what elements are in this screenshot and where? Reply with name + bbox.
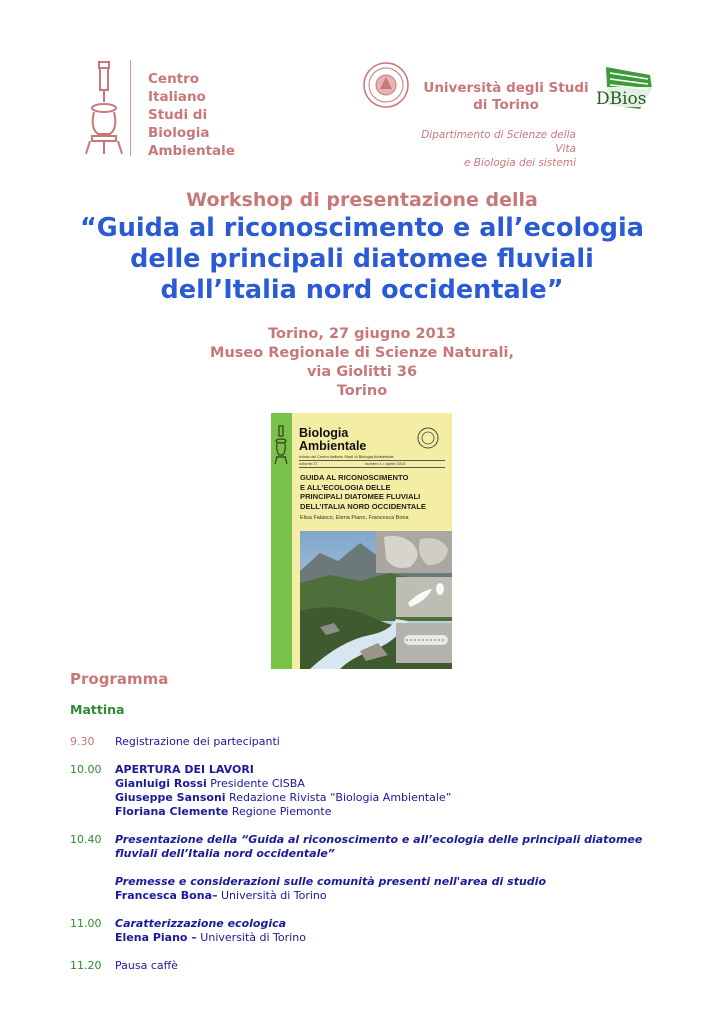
speaker-line [115,889,690,903]
cover-journal-title [299,427,366,453]
university-line: Università degli Studi [423,80,589,96]
speaker-line [115,931,690,945]
agenda-time: 10.40 [70,833,102,846]
cover-rule [299,467,445,468]
cover-volume: volume 27 [299,461,318,466]
agenda-time: 9.30 [70,735,95,748]
university-seal-icon [362,61,410,109]
agenda-content [115,833,690,903]
venue-city: Torino [336,383,388,399]
speaker-name: Francesca Bona– [115,889,218,902]
speaker-affiliation: Università di Torino [196,931,306,944]
cover-guide-line: DELL’ITALIA NORD OCCIDENTALE [300,501,426,511]
department-line: e Biologia dei sistemi [464,157,576,169]
cover-issue: numero 1 • aprile 2013 [365,461,406,466]
guide-title [0,213,724,306]
talk-title-line: Presentazione della “Guida al riconoscimento e all’ecologia delle principali diatomee [115,833,643,846]
dbios-logo-text: DBios [596,89,647,109]
agenda-list [70,735,690,973]
agenda-text: Pausa caffè [115,959,178,972]
cisba-line: Italiano [148,89,206,105]
agenda-time: 11.20 [70,959,102,972]
cisba-line: Centro [148,71,200,87]
spacer [115,861,690,875]
book-cover-image [271,413,452,669]
agenda-item [70,763,690,819]
cover-volume-row [299,461,445,466]
talk-subtitle: Premesse e considerazioni sulle comunità presenti nell'area di studio [115,875,546,888]
cover-river-photo [300,531,452,669]
talk-title-line: fluviali dell’Italia nord occidentale” [115,847,335,860]
cover-authors: Elisa Falasco, Elena Piano, Francesca Bona [300,515,409,521]
mattina-heading: Mattina [70,702,125,717]
cisba-name [148,70,235,160]
speaker-role: Regione Piemonte [228,805,332,818]
agenda-item [70,833,690,903]
agenda-item [70,959,690,973]
workshop-heading: Workshop di presentazione della [186,189,538,211]
talk-title: Caratterizzazione ecologica [115,917,287,930]
agenda-content [115,959,690,973]
agenda-item [70,917,690,945]
agenda-content [115,763,690,819]
speaker-name: Elena Piano – [115,931,197,944]
cisba-line: Ambientale [148,143,235,159]
speaker-line [115,805,690,819]
agenda-content [115,917,690,945]
header-divider [130,60,131,156]
department-line: Dipartimento di Scienze della Vita [421,129,576,155]
university-name [416,80,596,114]
cover-guide-line: E ALL’ECOLOGIA DELLE [300,482,391,492]
agenda-content [115,735,690,749]
guide-title-line: delle principali diatomee fluviali [130,244,594,274]
department-name [400,128,576,170]
cover-microscope-icon [273,425,289,465]
venue-address: via Giolitti 36 [306,364,418,380]
speaker-line [115,777,690,791]
venue-block [0,325,724,401]
microscope-logo-icon [80,58,128,158]
dbios-logo-icon [592,63,654,111]
agenda-heading: APERTURA DEI LAVORI [115,763,254,776]
cisba-line: Biologia [148,125,210,141]
cover-subtitle: rivista del Centro Italiano Studi di Biologia Ambientale [299,454,394,459]
agenda-item [70,735,690,749]
cover-title-line: Biologia [299,426,349,440]
cover-guide-line: PRINCIPALI DIATOMEE FLUVIALI [300,492,421,502]
cover-guide-line: GUIDA AL RICONOSCIMENTO [300,473,409,482]
speaker-affiliation: Università di Torino [217,889,327,902]
speaker-role: Presidente CISBA [206,777,305,790]
speaker-role: Redazione Rivista “Biologia Ambientale” [225,791,452,804]
cover-seal-icon [417,427,439,449]
guide-title-line: “Guida al riconoscimento e all’ecologia [80,213,644,243]
speaker-name: Gianluigi Rossi [115,777,207,790]
university-line: di Torino [473,97,539,113]
agenda-time: 10.00 [70,763,102,776]
guide-title-line: dell’Italia nord occidentale” [160,275,564,305]
cisba-line: Studi di [148,107,208,123]
speaker-name: Floriana Clemente [115,805,229,818]
speaker-line [115,791,690,805]
cover-guide-title [300,473,426,511]
event-date: Torino, 27 giugno 2013 [268,326,456,342]
cover-title-line: Ambientale [299,439,367,453]
agenda-text: Registrazione dei partecipanti [115,735,280,748]
speaker-name: Giuseppe Sansoni [115,791,226,804]
agenda-time: 11.00 [70,917,102,930]
programma-heading: Programma [70,670,169,688]
venue-name: Museo Regionale di Scienze Naturali, [210,345,514,361]
